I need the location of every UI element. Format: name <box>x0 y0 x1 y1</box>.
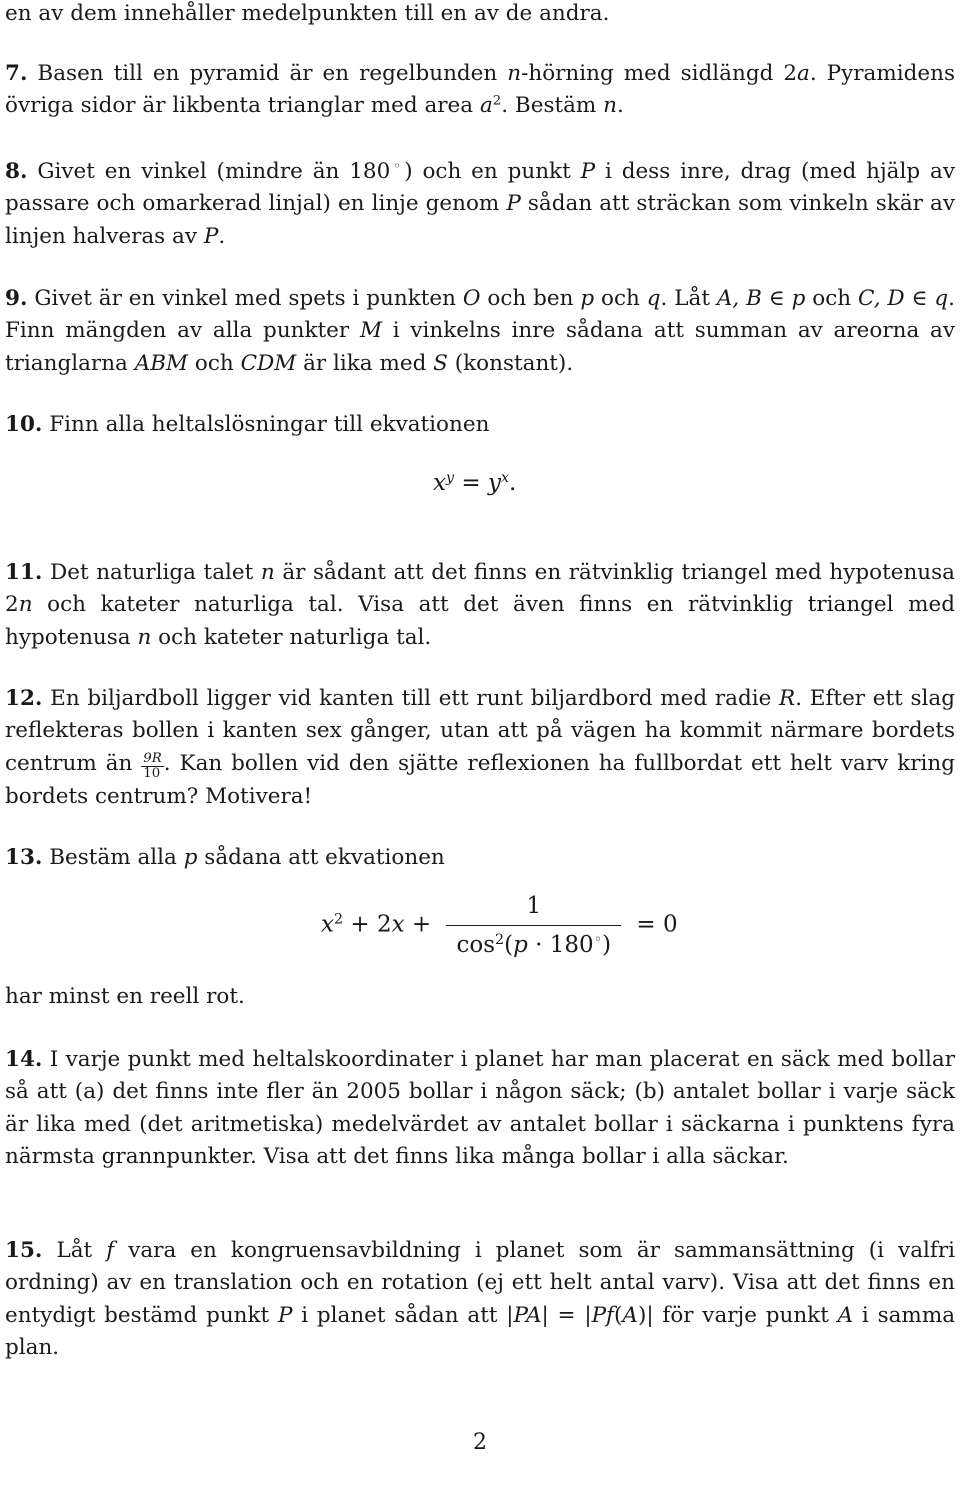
text: · 180 <box>527 932 594 958</box>
problem-8 <box>5 156 955 253</box>
math-var: p <box>513 932 528 958</box>
text: . <box>617 93 624 119</box>
text: Det naturliga talet <box>42 560 261 585</box>
problem-11 <box>5 557 955 654</box>
function-name: cos <box>456 932 496 958</box>
text: och <box>188 350 241 376</box>
math-var: ABM <box>134 350 189 376</box>
math-var: n <box>507 61 522 86</box>
math-var: n <box>18 592 33 618</box>
equation-xy <box>433 470 516 496</box>
problem-12 <box>5 683 955 813</box>
text: En biljardboll ligger vid kanten till ett runt biljardbord med radie <box>42 686 780 711</box>
math-var: P <box>580 159 596 184</box>
exponent: x <box>500 470 509 487</box>
text: Bestäm alla <box>42 845 184 870</box>
math-var: Pf <box>591 1302 615 1328</box>
math-var: p <box>183 845 198 870</box>
math-var: O <box>462 286 481 311</box>
problem-10 <box>5 409 955 441</box>
text: . Efter ett slag reflekteras bollen i kanten sex gånger, utan att på vägen ha kommit närmare bordets centrum än <box>5 686 956 776</box>
text: . Finn mängden av alla punkter <box>5 286 955 344</box>
problem-9 <box>5 283 955 380</box>
math-var: P <box>506 191 521 217</box>
text: i dess inre, drag (med hjälp av passare och omarkerad linjal) en linje genom <box>5 159 955 217</box>
math-var: PA <box>513 1302 542 1328</box>
problem-number: 13. <box>5 845 43 870</box>
math-var: p <box>580 286 595 311</box>
math-var: P <box>203 223 219 249</box>
page-number: 2 <box>473 1430 487 1455</box>
problem-number: 9. <box>5 286 28 311</box>
math-var: x <box>433 470 446 496</box>
text: sådan att sträckan som vinkeln skär av linjen halveras av <box>5 191 955 249</box>
text: )| för varje punkt <box>637 1302 838 1328</box>
text: (konstant). <box>447 350 574 376</box>
problem-14 <box>5 1044 955 1173</box>
math-var: R <box>779 686 796 711</box>
text: i vinkelns inre sådana att summan av areorna av trianglarna <box>5 318 955 376</box>
text: och ben <box>480 286 581 311</box>
math-var: S <box>433 350 448 376</box>
problem-number: 15. <box>5 1238 43 1263</box>
math-var: p <box>791 286 806 311</box>
text: Finn alla heltalslösningar till ekvationen <box>42 412 490 437</box>
punctuation: . <box>509 470 517 496</box>
operator: = <box>454 470 488 496</box>
exponent: 2 <box>492 93 502 109</box>
math-var: C, D <box>858 286 905 311</box>
operator: + 2 <box>343 911 392 938</box>
intro-line: en av dem innehåller medelpunkten till en av de andra. <box>5 1 610 26</box>
problem-number: 12. <box>5 686 43 711</box>
text: i samma plan. <box>5 1302 956 1360</box>
text: . Låt <box>660 286 717 311</box>
text: är lika med <box>296 350 434 376</box>
exponent: 2 <box>495 932 505 949</box>
math-var: x <box>391 911 405 938</box>
text: och kateter naturliga tal. <box>151 624 432 650</box>
text: Låt <box>42 1238 107 1263</box>
paren: ) <box>602 932 612 958</box>
math-var: A <box>622 1302 638 1328</box>
text: . Pyramidens övriga sidor är likbenta trianglar med area <box>5 61 955 119</box>
text: Basen till en pyramid är en regelbunden <box>27 61 508 86</box>
numerator: 9R <box>143 750 162 766</box>
text: vara en kongruensavbildning i planet som är sammansättning (i valfri ordning) av en translation och en rotation (ej ett helt antal varv). Visa att det finns en entydigt bestämd punkt <box>5 1238 956 1328</box>
fraction-cos <box>446 893 621 958</box>
denominator <box>446 926 621 958</box>
exponent: y <box>445 470 455 487</box>
math-var: y <box>487 470 501 496</box>
math-var: q <box>646 286 661 311</box>
problem-13-tail <box>5 981 955 1013</box>
text: och kateter naturliga tal. Visa att det även finns en rätvinklig triangel med hypotenusa <box>5 592 955 650</box>
intro-text <box>5 0 955 30</box>
text: ∈ <box>904 286 935 311</box>
problem-7 <box>5 58 955 123</box>
text: | = | <box>541 1302 592 1328</box>
math-var: n <box>137 624 152 650</box>
exponent: 2 <box>333 911 344 928</box>
text: Givet är en vinkel med spets i punkten <box>27 286 463 311</box>
problem-number: 14. <box>5 1047 43 1072</box>
text: ( <box>614 1302 623 1328</box>
text: ∈ <box>761 286 792 311</box>
math-var: M <box>359 318 382 344</box>
math-var: a <box>479 93 493 119</box>
denominator: 10 <box>143 765 161 781</box>
degree-symbol: ◦ <box>593 932 603 949</box>
math-var: x <box>321 911 334 938</box>
operator: + <box>404 911 439 938</box>
text: är sådant att det finns en rätvinklig triangel med hypotenusa 2 <box>5 560 955 618</box>
math-var: a <box>797 61 810 86</box>
text: . <box>218 223 226 249</box>
math-var: CDM <box>240 350 297 376</box>
math-var: f <box>106 1238 115 1263</box>
text: . Kan bollen vid den sjätte reflexionen ha fullbordat ett helt varv kring bordets centrum? Motivera! <box>5 750 955 809</box>
math-var: A <box>837 1302 854 1328</box>
problem-number: 8. <box>5 159 28 184</box>
text: sådana att ekvationen <box>197 845 445 870</box>
text: I varje punkt med heltalskoordinater i planet har man placerat en säck med bollar så att (a) det finns inte fler än 2005 bollar i någon säck; (b) antalet bollar i varje säck är lika med (det aritmetiska) medelvärdet av antalet bollar i säckarna i punktens fyra närmsta grannpunkter. Visa att det finns lika många bollar i alla säckar. <box>5 1047 955 1169</box>
math-var: n <box>260 560 275 585</box>
math-var: q <box>934 286 949 311</box>
text: har minst en reell rot. <box>5 984 245 1009</box>
math-var: n <box>603 93 618 119</box>
text: -hörning med sidlängd 2 <box>521 61 798 86</box>
text: och <box>594 286 647 311</box>
fraction-9r-10 <box>141 752 164 781</box>
math-var: P <box>277 1302 293 1328</box>
paren: ( <box>504 932 514 958</box>
text: Givet en vinkel (mindre än 180 <box>27 159 391 184</box>
text: och <box>805 286 859 311</box>
math-var: A, B <box>716 286 762 311</box>
problem-number: 10. <box>5 412 43 437</box>
text: ) och en punkt <box>404 159 581 184</box>
problem-13 <box>5 842 955 874</box>
operator: = 0 <box>629 911 678 938</box>
numerator: 1 <box>446 893 621 926</box>
problem-number: 11. <box>5 560 43 585</box>
text: i planet sådan att | <box>292 1302 514 1328</box>
degree-symbol: ◦ <box>390 159 405 175</box>
problem-15 <box>5 1235 955 1364</box>
equation-quadratic <box>321 893 678 958</box>
problem-number: 7. <box>5 61 28 86</box>
text: . Bestäm <box>501 93 604 119</box>
